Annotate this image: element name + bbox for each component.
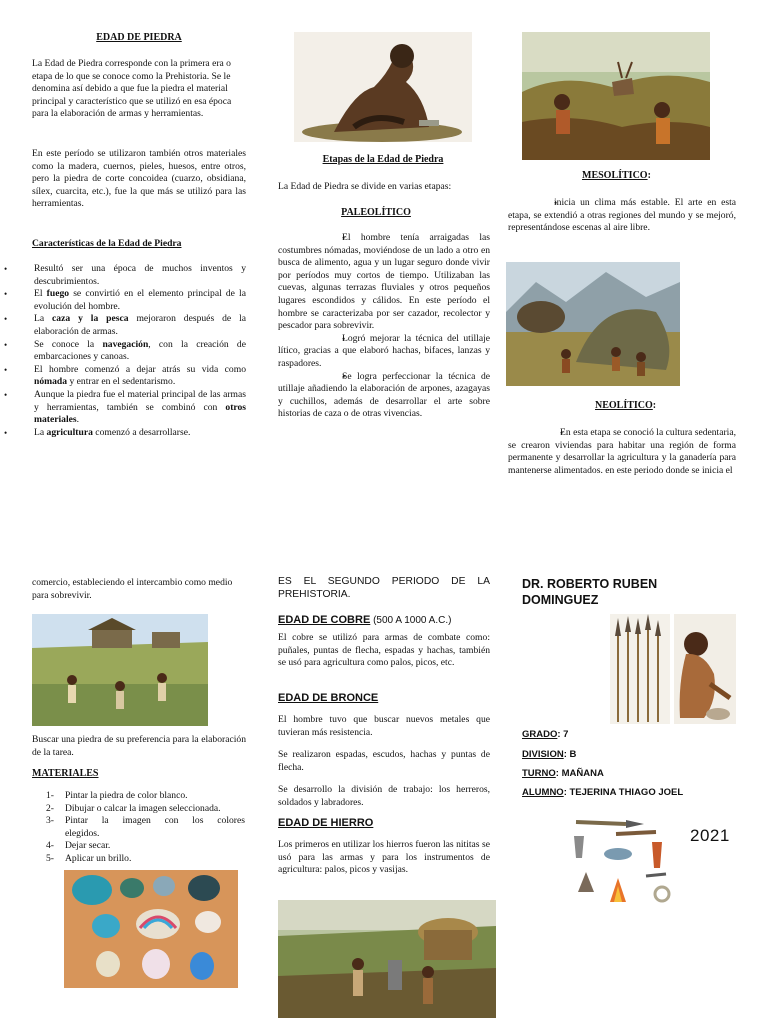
materials-paragraph: En este período se utilizaron también otros materiales como la madera, cuernos, pieles, huesos, entre otros, pero la piedra de corte concoidea (cuarzo, obsidiana, sílex, cuarcita, etc.), fue la que más se utilizó para las herramientas. (32, 148, 246, 210)
list-item: • La agricultura comenzó a desarrollarse. (4, 427, 246, 440)
page-title-edad-de-piedra: EDAD DE PIEDRA (96, 32, 182, 43)
paleolitico-heading: PALEOLÍTICO (341, 207, 411, 218)
school-name: DR. ROBERTO RUBEN DOMINGUEZ (522, 577, 658, 607)
neolitico-continuation: comercio, estableciendo el intercambio como medio para sobrevivir. (32, 577, 233, 601)
hunting-scene-image (522, 32, 710, 160)
segundo-periodo-text: ES EL SEGUNDO PERIODO DE LA PREHISTORIA. (278, 576, 490, 600)
turno-field: TURNO: MAÑANA (522, 768, 604, 779)
list-item: 5- Aplicar un brillo. (46, 852, 132, 864)
list-item: • Se conoce la navegación, con la creación de embarcaciones y canoas. (4, 339, 246, 364)
grado-field: GRADO: 7 (522, 729, 569, 740)
hierro-heading: EDAD DE HIERRO (278, 817, 374, 829)
spears-image (610, 614, 670, 724)
bronce-text-2: Se realizaron espadas, escudos, hachas y puntas de flecha. (278, 749, 490, 773)
list-item: 2- Dibujar o calcar la imagen seleccionada. (46, 802, 221, 814)
tarea-paragraph: Buscar una piedra de su preferencia para la elaboración de la tarea. (32, 734, 246, 758)
hierro-text: Los primeros en utilizar los hierros fueron las nititas se usó para las armas y para los instrumentos de agricultura: palos, picos y vasijas. (278, 839, 490, 876)
list-item: • Aunque la piedra fue el material principal de las armas y herramientas, también se combinó con otros materiales. (4, 389, 246, 427)
cobre-heading: EDAD DE COBRE (500 A 1000 A.C.) (278, 614, 452, 626)
painted-stones-image (64, 870, 238, 988)
caveman-working-image (674, 614, 736, 724)
neolitico-list (508, 427, 736, 477)
caracteristicas-list (4, 263, 246, 439)
alumno-field: ALUMNO: TEJERINA THIAGO JOEL (522, 787, 684, 798)
list-item: 1- Pintar la piedra de color blanco. (46, 790, 188, 801)
year-label: 2021 (690, 826, 730, 845)
list-item: • Logró mejorar la técnica del utillaje lítico, gracias a que elaboró hachas, bifaces, lanzas y raspadores. (278, 333, 490, 371)
list-item: • inicia un clima más estable. El arte en esta etapa, se extendió a otras regiones del mundo y se mejoró, representándose escenas al aire libre. (508, 197, 736, 235)
cobre-text: El cobre se utilizó para armas de combate como: puñales, puntas de flecha, espadas y hachas, también se usó para agricultura como palos, picos, etc. (278, 632, 490, 669)
neolitico-heading: NEOLÍTICO: (595, 400, 657, 411)
list-item: • El hombre tenía arraigadas las costumbres nómadas, moviéndose de un lado a otro en busca de alimento, agua y un lugar seguro donde vivir por períodos muy cortos de tiempo. Utilizaban las cuevas, algunas terrazas fluviales y otros pequeños lugares escondidos y cálidos. En este período el hombre se caracterizaba por ser cazador, recolector y pescador para sobrevivir. (278, 232, 490, 333)
caracteristicas-heading: Características de la Edad de Piedra (32, 238, 182, 249)
list-item: • La caza y la pesca mejoraron después de la elaboración de armas. (4, 313, 246, 338)
etapas-intro: La Edad de Piedra se divide en varias etapas: (278, 181, 452, 192)
intro-paragraph: La Edad de Piedra corresponde con la primera era o etapa de lo que se conoce como la Prehistoria. Se le denomina así debido a que fue la piedra el material principal y característico que se utilizó en esa época para la elaboración de armas y herramientas. (32, 58, 232, 120)
list-item: • El hombre comenzó a dejar atrás su vida como nómada y entrar en el sedentarismo. (4, 364, 246, 389)
tools-illustration (566, 814, 678, 906)
mesolitico-heading: MESOLÍTICO: (582, 170, 651, 181)
caveman-image (294, 32, 472, 142)
list-item: 4- Dejar secar. (46, 840, 111, 852)
bronce-text-3: Se desarrollo la división de trabajo: los herreros, soldados y labradores. (278, 784, 490, 808)
paleolitico-list (278, 232, 490, 421)
bronce-text-1: El hombre tuvo que buscar nuevos metales que tuvieran más resistencia. (278, 714, 490, 738)
settlement-image (506, 262, 680, 386)
list-item: 3- Pintar la imagen con los colores elegidos. (46, 815, 245, 839)
list-item: • En esta etapa se conoció la cultura sedentaria, se crearon viviendas para habitar una región de forma permanente y desarrollar la agricultura y la ganadería para mantenerse alimentados. en este periodo donde se inicia el (508, 427, 736, 477)
steps-list (46, 790, 246, 866)
mesolitico-list (508, 197, 736, 235)
iron-age-village-image (278, 900, 496, 1018)
list-item: • Resultó ser una época de muchos inventos y descubrimientos. (4, 263, 246, 288)
list-item: • Se logra perfeccionar la técnica de utillaje añadiendo la elaboración de arpones, azagayas y cuchillos, además de desarrollar el arte sobre historias de caza o de otras vivencias. (278, 371, 490, 421)
division-field: DIVISION: B (522, 749, 577, 760)
etapas-heading: Etapas de la Edad de Piedra (322, 154, 444, 165)
materiales-heading: MATERIALES (32, 768, 99, 779)
list-item: • El fuego se convirtió en el elemento principal de la evolución del hombre. (4, 288, 246, 313)
farming-village-image (32, 614, 208, 726)
bronce-heading: EDAD DE BRONCE (278, 692, 379, 704)
